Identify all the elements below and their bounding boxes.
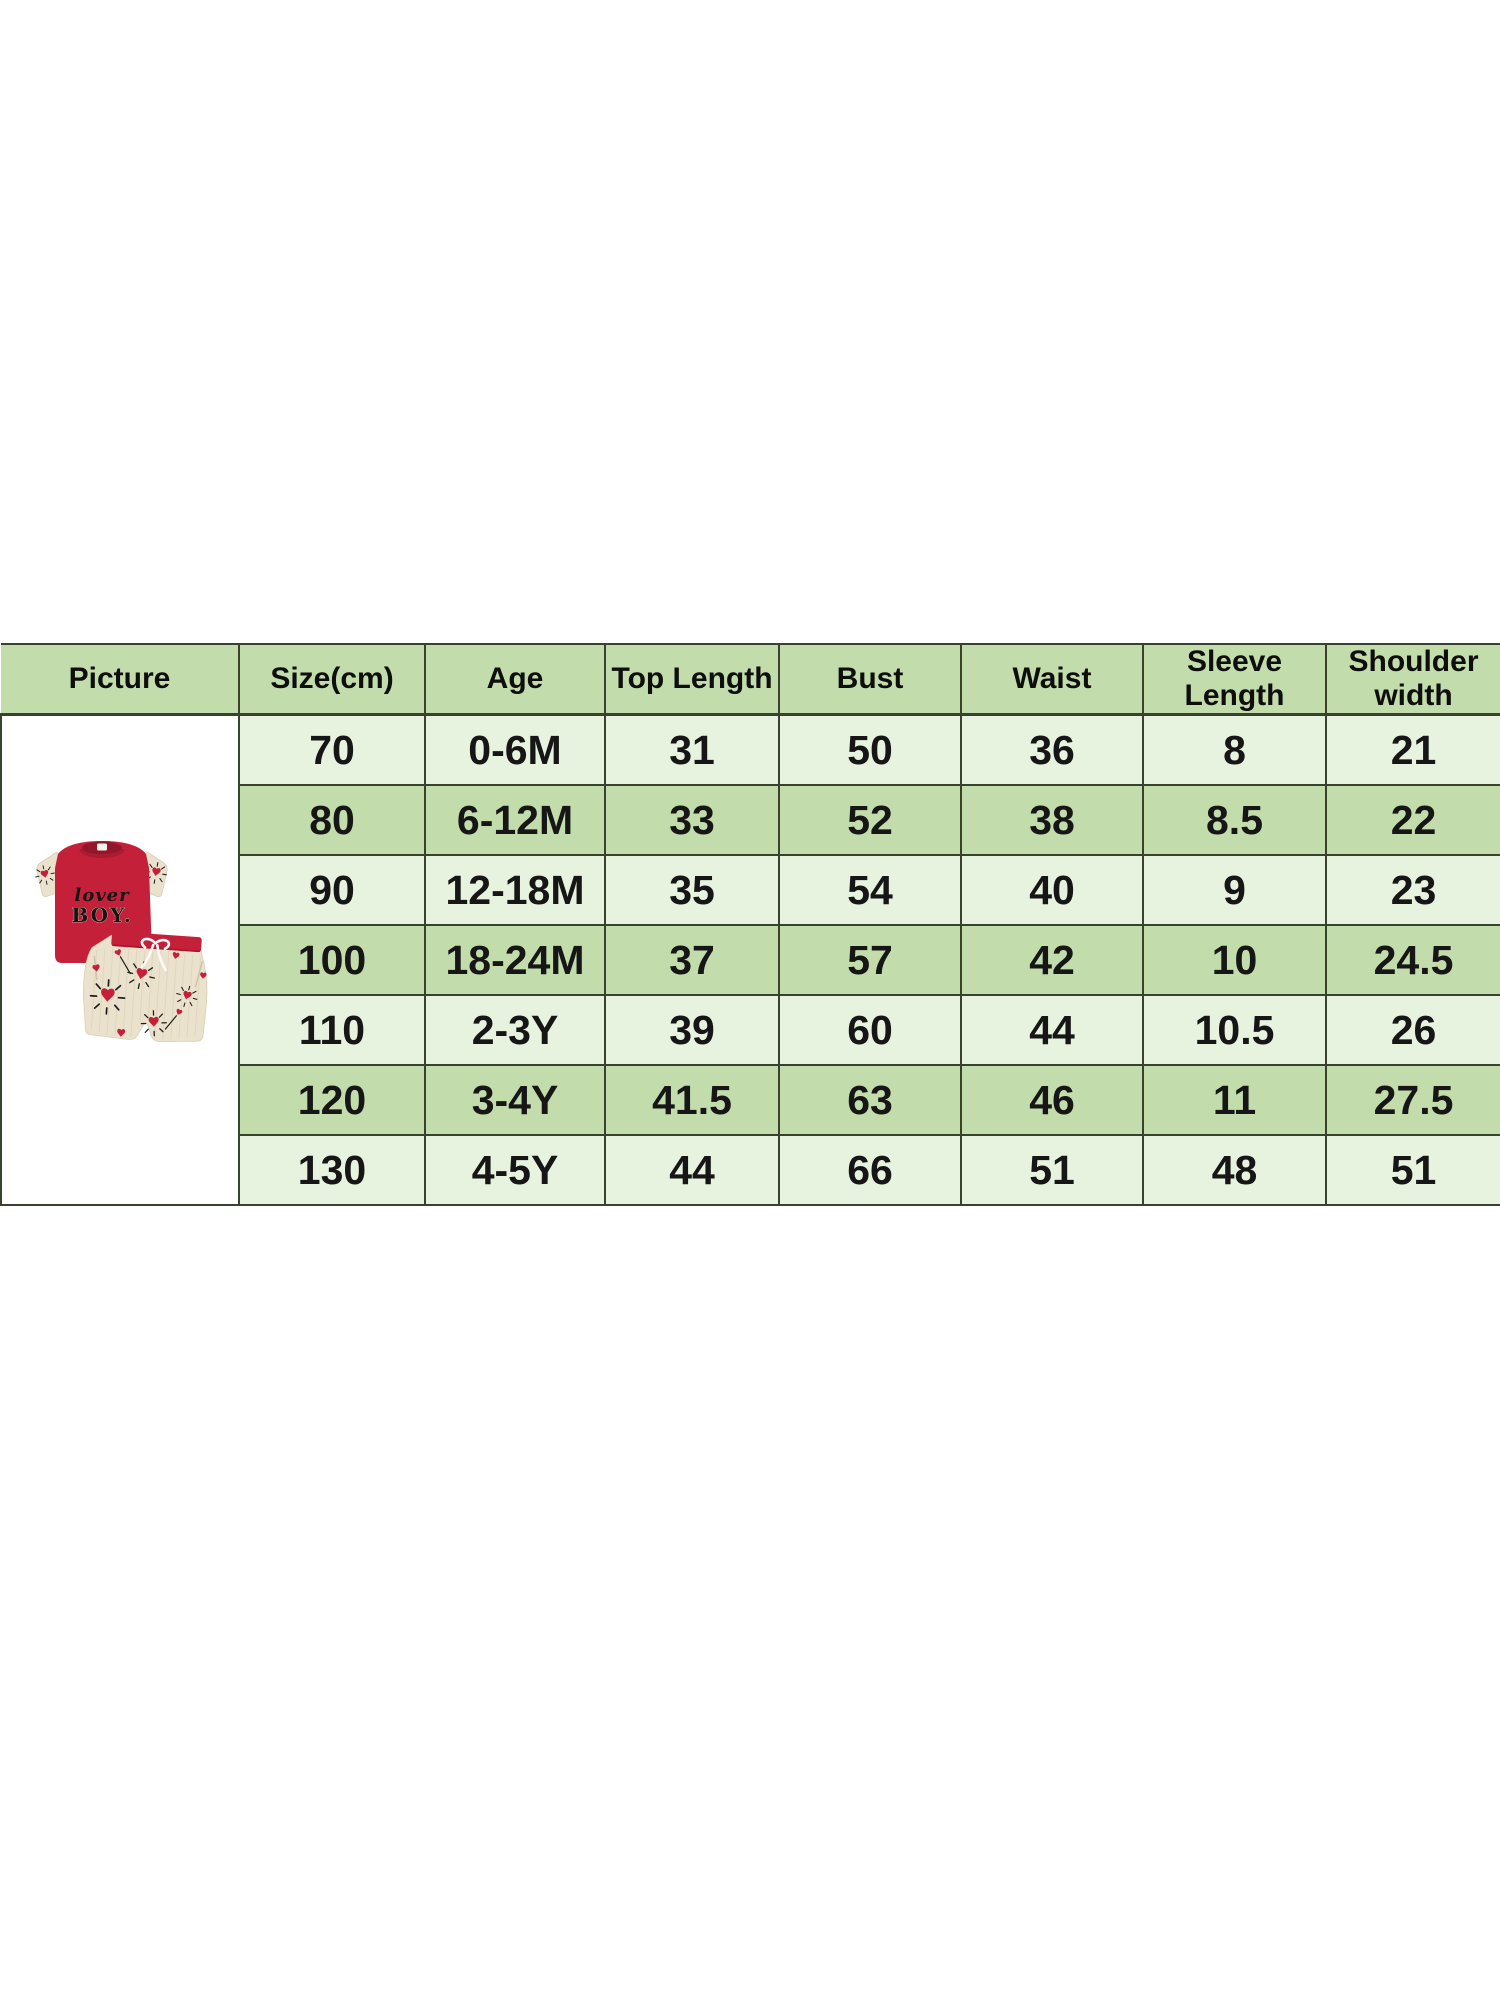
cell-waist: 40 [961,855,1143,925]
cell-sleeve: 8.5 [1143,785,1326,855]
cell-size: 90 [239,855,425,925]
cell-top: 41.5 [605,1065,779,1135]
column-header-shoulder-width: Shoulder width [1326,644,1500,715]
product-photo [32,834,217,1044]
cell-waist: 38 [961,785,1143,855]
cell-bust: 54 [779,855,961,925]
cell-size: 100 [239,925,425,995]
column-header-size: Size(cm) [239,644,425,715]
cell-age: 0-6M [425,715,605,786]
cell-bust: 57 [779,925,961,995]
cell-sleeve: 10.5 [1143,995,1326,1065]
cell-bust: 60 [779,995,961,1065]
cell-size: 80 [239,785,425,855]
column-header-picture: Picture [1,644,239,715]
cell-waist: 51 [961,1135,1143,1205]
cell-top: 44 [605,1135,779,1205]
cell-shoulder: 27.5 [1326,1065,1500,1135]
cell-size: 120 [239,1065,425,1135]
cell-age: 6-12M [425,785,605,855]
tshirt-neck-tag [97,844,107,851]
column-header-top-length: Top Length [605,644,779,715]
cell-bust: 50 [779,715,961,786]
column-header-sleeve-length: Sleeve Length [1143,644,1326,715]
cell-bust: 66 [779,1135,961,1205]
cell-top: 37 [605,925,779,995]
cell-sleeve: 11 [1143,1065,1326,1135]
cell-top: 39 [605,995,779,1065]
header-row [1,644,1500,715]
cell-shoulder: 23 [1326,855,1500,925]
table-row-70 [1,715,1500,786]
cell-bust: 63 [779,1065,961,1135]
cell-shoulder: 51 [1326,1135,1500,1205]
cell-sleeve: 8 [1143,715,1326,786]
cell-shoulder: 26 [1326,995,1500,1065]
cell-age: 3-4Y [425,1065,605,1135]
cell-top: 35 [605,855,779,925]
cell-age: 2-3Y [425,995,605,1065]
cell-top: 31 [605,715,779,786]
cell-top: 33 [605,785,779,855]
cell-shoulder: 21 [1326,715,1500,786]
cell-waist: 42 [961,925,1143,995]
cell-sleeve: 9 [1143,855,1326,925]
cell-age: 12-18M [425,855,605,925]
shorts-graphic [80,929,211,1044]
cell-size: 130 [239,1135,425,1205]
cell-size: 70 [239,715,425,786]
column-header-age: Age [425,644,605,715]
cell-waist: 46 [961,1065,1143,1135]
cell-shoulder: 24.5 [1326,925,1500,995]
cell-waist: 36 [961,715,1143,786]
cell-sleeve: 10 [1143,925,1326,995]
cell-shoulder: 22 [1326,785,1500,855]
tshirt-text-script: lover [74,885,130,906]
cell-age: 4-5Y [425,1135,605,1205]
cell-size: 110 [239,995,425,1065]
cell-bust: 52 [779,785,961,855]
cell-age: 18-24M [425,925,605,995]
size-chart-table [0,643,1500,1206]
tshirt-text-caps: BOY. [71,903,133,927]
cell-sleeve: 48 [1143,1135,1326,1205]
cell-waist: 44 [961,995,1143,1065]
column-header-waist: Waist [961,644,1143,715]
column-header-bust: Bust [779,644,961,715]
